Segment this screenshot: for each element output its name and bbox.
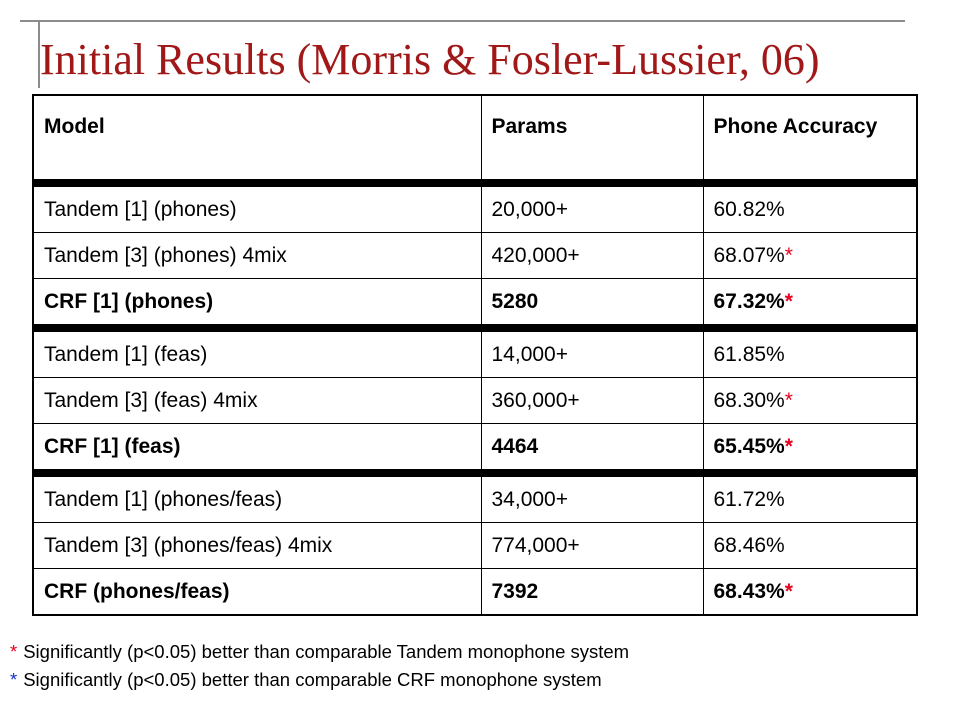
cell-params: 774,000+ — [481, 523, 703, 569]
cell-params: 14,000+ — [481, 328, 703, 378]
table-row — [33, 233, 917, 279]
title-rule-horizontal — [20, 20, 905, 22]
significance-star: * — [784, 434, 793, 458]
table-header-row — [33, 95, 917, 183]
significance-star: * — [784, 289, 793, 313]
cell-params: 4464 — [481, 424, 703, 474]
table-row — [33, 279, 917, 329]
cell-model: CRF (phones/feas) — [33, 569, 481, 616]
table-row — [33, 424, 917, 474]
cell-accuracy: 68.46% — [703, 523, 917, 569]
table-row — [33, 183, 917, 233]
slide-title: Initial Results (Morris & Fosler-Lussier, 06) — [40, 35, 820, 84]
cell-accuracy: 65.45%* — [703, 424, 917, 474]
cell-params: 5280 — [481, 279, 703, 329]
cell-params: 20,000+ — [481, 183, 703, 233]
table-row — [33, 378, 917, 424]
footnotes — [10, 638, 629, 694]
cell-accuracy: 61.72% — [703, 473, 917, 523]
significance-star: * — [784, 579, 793, 603]
header-phone-accuracy: Phone Accuracy — [703, 95, 917, 183]
cell-accuracy: 67.32%* — [703, 279, 917, 329]
cell-model: Tandem [3] (phones) 4mix — [33, 233, 481, 279]
footnote-text: Significantly (p<0.05) better than comparable Tandem monophone system — [23, 641, 630, 662]
cell-accuracy: 61.85% — [703, 328, 917, 378]
cell-accuracy: 60.82% — [703, 183, 917, 233]
cell-params: 7392 — [481, 569, 703, 616]
cell-model: Tandem [1] (phones/feas) — [33, 473, 481, 523]
cell-model: Tandem [1] (phones) — [33, 183, 481, 233]
results-table — [32, 94, 918, 616]
cell-model: Tandem [3] (feas) 4mix — [33, 378, 481, 424]
cell-accuracy: 68.07%* — [703, 233, 917, 279]
footnote-tandem — [10, 638, 629, 666]
cell-accuracy: 68.30%* — [703, 378, 917, 424]
footnote-crf — [10, 666, 629, 694]
table-row — [33, 328, 917, 378]
cell-params: 420,000+ — [481, 233, 703, 279]
cell-accuracy: 68.43%* — [703, 569, 917, 616]
table-row — [33, 569, 917, 616]
header-model: Model — [33, 95, 481, 183]
significance-star: * — [784, 243, 793, 267]
cell-model: CRF [1] (feas) — [33, 424, 481, 474]
cell-model: CRF [1] (phones) — [33, 279, 481, 329]
table-row — [33, 473, 917, 523]
significance-star: * — [784, 388, 793, 412]
footnote-text: Significantly (p<0.05) better than comparable CRF monophone system — [23, 669, 602, 690]
cell-params: 34,000+ — [481, 473, 703, 523]
cell-model: Tandem [3] (phones/feas) 4mix — [33, 523, 481, 569]
cell-params: 360,000+ — [481, 378, 703, 424]
cell-model: Tandem [1] (feas) — [33, 328, 481, 378]
table-row — [33, 523, 917, 569]
header-params: Params — [481, 95, 703, 183]
footnote-star-red: * — [10, 641, 18, 662]
footnote-star-blue: * — [10, 669, 18, 690]
